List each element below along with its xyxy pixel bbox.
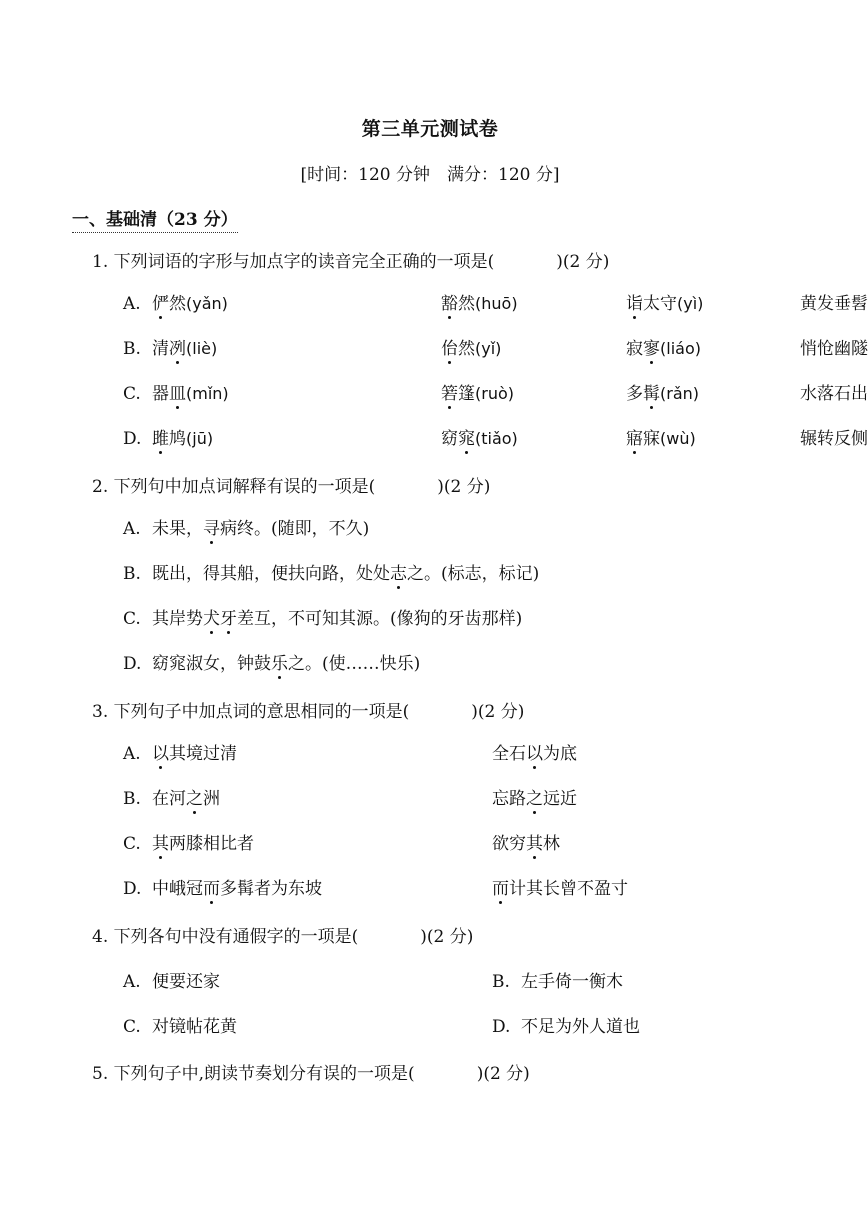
option-word: [152, 429, 213, 449]
option-label: B.: [492, 972, 510, 992]
text-fragment: 器: [152, 384, 169, 404]
question-number: 3.: [92, 702, 109, 722]
pinyin: (ruò): [475, 384, 514, 403]
text-fragment: 多髯者为东坡: [220, 879, 322, 899]
option-label: A.: [123, 972, 141, 992]
option-word: [152, 294, 228, 314]
pinyin: (wù): [660, 429, 696, 448]
dotted-char: 皿: [169, 384, 186, 404]
option-label: B.: [123, 339, 141, 359]
pinyin: (rǎn): [660, 384, 700, 403]
dotted-char: 豁: [441, 294, 458, 314]
option-row: [123, 427, 868, 451]
option-row: [123, 652, 420, 676]
option-label: C.: [123, 834, 141, 854]
question-score: )(2 分): [437, 477, 491, 497]
dotted-char: 其: [152, 834, 169, 854]
option-label: B.: [123, 789, 141, 809]
option-row: [123, 607, 522, 631]
option-row: [123, 517, 369, 541]
dotted-char: 诣: [626, 294, 643, 314]
text-fragment: 太守: [643, 294, 677, 314]
dotted-char: 以: [526, 744, 543, 764]
text-fragment: 洲: [203, 789, 220, 809]
option-word: [626, 427, 696, 451]
section-heading: 一、基础清（23 分）: [72, 205, 238, 233]
text-fragment: 寐: [643, 429, 660, 449]
option-word: 辗转反侧: [800, 429, 868, 449]
text-fragment: 两膝相比者: [169, 834, 254, 854]
option-word: [626, 382, 699, 406]
dotted-char: 之: [526, 789, 543, 809]
option-word: [441, 292, 518, 316]
option-label: A.: [123, 744, 141, 764]
dotted-char: 牙: [220, 609, 237, 629]
option-word: [441, 337, 501, 361]
option-word: [626, 292, 703, 316]
question-number: 4.: [92, 927, 109, 947]
dotted-char: 乐: [271, 654, 288, 674]
question-4: [92, 925, 473, 949]
text-fragment: 多: [626, 384, 643, 404]
text-fragment: 鸠: [169, 429, 186, 449]
text-fragment: 寂: [626, 339, 643, 359]
question-score: )(2 分): [476, 1064, 530, 1084]
text-fragment: 窈窕淑女，钟鼓: [152, 654, 271, 674]
text-fragment: 既出，得其船，便扶向路，处处: [152, 564, 390, 584]
option-label: D.: [123, 429, 142, 449]
text-fragment: 中峨冠: [152, 879, 203, 899]
option-label: C.: [123, 1017, 141, 1037]
option-word: [152, 384, 229, 404]
text-fragment: 林: [543, 834, 560, 854]
option-text: 便要还家: [152, 972, 220, 992]
question-number: 1.: [92, 252, 109, 272]
text-fragment: 全石: [492, 744, 526, 764]
option-text: 对镜帖花黄: [152, 1017, 237, 1037]
option-word: [626, 337, 701, 361]
dotted-char: 犬: [203, 609, 220, 629]
option-text: 左手倚一衡木: [521, 972, 623, 992]
dotted-char: 其: [526, 834, 543, 854]
option-row: [123, 832, 560, 856]
dotted-char: 而: [203, 879, 220, 899]
option-column: [492, 832, 560, 856]
option-word: 水落石出: [800, 384, 868, 404]
text-fragment: 差互，不可知其源。(像狗的牙齿那样): [237, 609, 523, 629]
dotted-char: 冽: [169, 339, 186, 359]
pinyin: (tiǎo): [475, 429, 518, 448]
question-score: )(2 分): [471, 702, 525, 722]
text-fragment: 然: [458, 339, 475, 359]
option-row: [123, 382, 868, 406]
dotted-char: 寤: [626, 429, 643, 449]
pinyin: (huō): [475, 294, 518, 313]
option-row: [123, 742, 577, 766]
pinyin: (yǐ): [475, 339, 502, 358]
dotted-char: 窕: [458, 429, 475, 449]
pinyin: (mǐn): [186, 384, 229, 403]
option-column: [492, 1015, 640, 1039]
option-text: 不足为外人道也: [521, 1017, 640, 1037]
text-fragment: 在河: [152, 789, 186, 809]
pinyin: (yǎn): [186, 294, 228, 313]
option-label: D.: [123, 654, 142, 674]
text-fragment: 忘路: [492, 789, 526, 809]
option-column: [492, 742, 577, 766]
option-row: [123, 562, 539, 586]
option-label: A.: [123, 294, 141, 314]
option-label: C.: [123, 609, 141, 629]
exam-meta: [时间：120 分钟 满分：120 分]: [300, 165, 560, 185]
question-5: [92, 1062, 530, 1086]
dotted-char: 俨: [152, 294, 169, 314]
text-fragment: 计其长曾不盈寸: [509, 879, 628, 899]
text-fragment: 然: [458, 294, 475, 314]
text-fragment: 清: [152, 339, 169, 359]
dotted-char: 佁: [441, 339, 458, 359]
text-fragment: 之。(标志，标记): [407, 564, 540, 584]
option-row: [123, 877, 628, 901]
option-column: [492, 877, 628, 901]
text-fragment: 未果，: [152, 519, 203, 539]
question-stem: 下列句子中加点词的意思相同的一项是(: [113, 702, 410, 722]
dotted-char: 雎: [152, 429, 169, 449]
dotted-char: 而: [492, 879, 509, 899]
question-number: 5.: [92, 1064, 109, 1084]
text-fragment: 窈: [441, 429, 458, 449]
dotted-char: 寥: [643, 339, 660, 359]
text-fragment: 病终。(随即，不久): [220, 519, 370, 539]
option-row: [123, 1015, 640, 1039]
option-row: [123, 970, 623, 994]
option-label: C.: [123, 384, 141, 404]
pinyin: (jū): [186, 429, 214, 448]
option-label: A.: [123, 519, 141, 539]
dotted-char: 寻: [203, 519, 220, 539]
option-label: D.: [123, 879, 142, 899]
text-fragment: 篷: [458, 384, 475, 404]
dotted-char: 以: [152, 744, 169, 764]
question-number: 2.: [92, 477, 109, 497]
option-word: 悄怆幽隧: [800, 339, 868, 359]
text-fragment: 其岸势: [152, 609, 203, 629]
option-column: [492, 970, 623, 994]
pinyin: (liáo): [660, 339, 701, 358]
question-stem: 下列句子中,朗读节奏划分有误的一项是(: [113, 1064, 415, 1084]
option-word: [441, 382, 514, 406]
pinyin: (yì): [677, 294, 704, 313]
question-stem: 下列句中加点词解释有误的一项是(: [113, 477, 376, 497]
option-label: D.: [492, 1017, 511, 1037]
dotted-char: 之: [186, 789, 203, 809]
question-1: [92, 250, 609, 274]
question-stem: 下列词语的字形与加点字的读音完全正确的一项是(: [113, 252, 495, 272]
option-column: [492, 787, 577, 811]
page-title: 第三单元测试卷: [361, 118, 499, 140]
text-fragment: 为底: [543, 744, 577, 764]
option-label: B.: [123, 564, 141, 584]
option-row: [123, 787, 577, 811]
pinyin: (liè): [186, 339, 218, 358]
dotted-char: 箬: [441, 384, 458, 404]
text-fragment: 欲穷: [492, 834, 526, 854]
question-score: )(2 分): [420, 927, 474, 947]
dotted-char: 志: [390, 564, 407, 584]
text-fragment: 然: [169, 294, 186, 314]
question-stem: 下列各句中没有通假字的一项是(: [113, 927, 359, 947]
option-row: [123, 337, 868, 361]
text-fragment: 远近: [543, 789, 577, 809]
question-3: [92, 700, 524, 724]
dotted-char: 髯: [643, 384, 660, 404]
question-2: [92, 475, 490, 499]
text-fragment: 其境过清: [169, 744, 237, 764]
question-score: )(2 分): [556, 252, 610, 272]
text-fragment: 之。(使……快乐): [288, 654, 421, 674]
option-row: [123, 292, 868, 316]
option-word: 黄发垂髫: [800, 294, 868, 314]
option-word: [152, 339, 217, 359]
option-word: [441, 427, 518, 451]
